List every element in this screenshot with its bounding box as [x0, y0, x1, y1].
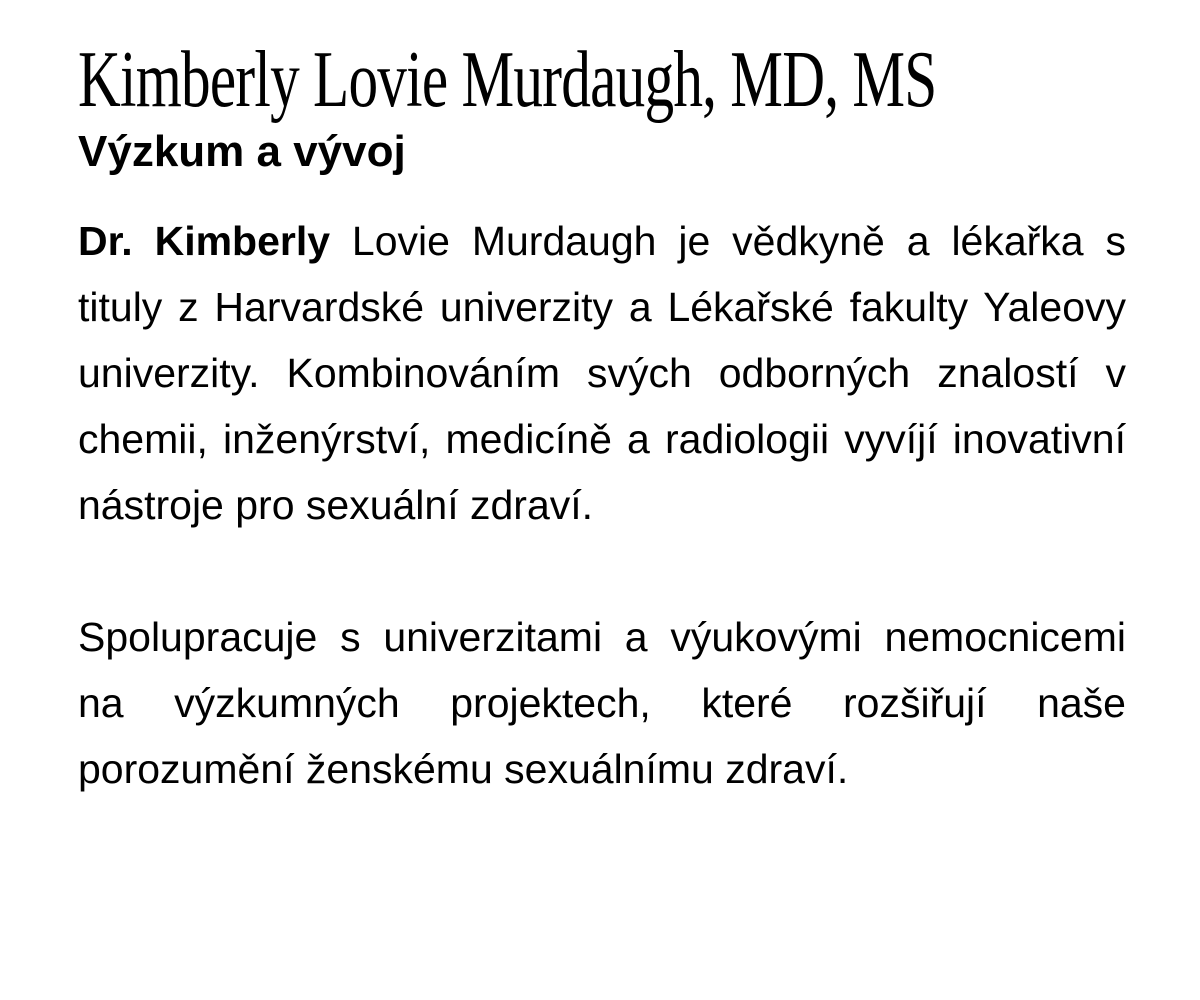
bio-paragraph-2: Spolupracuje s univerzitami a výukovými nemocnicemi na výzkumných projektech, které rozšiřují naše porozumění ženskému sexuálnímu zdraví.: [78, 614, 1126, 792]
bio-paragraph-1: [78, 208, 1126, 538]
bio-title-name: Dr. Kimberly: [78, 218, 331, 264]
person-role: Výzkum a vývoj: [78, 127, 406, 176]
person-name: Kimberly Lovie Murdaugh, MD, MS: [78, 36, 937, 124]
bio-section: [78, 208, 1126, 802]
bio-paragraph-1-text: Lovie Murdaugh je vědkyně a lékařka s tituly z Harvardské univerzity a Lékařské fakulty Yaleovy univerzity. Kombinováním svých odborných znalostí v chemii, inženýrství, medicíně a radiologii vyvíjí inovativní nástroje pro sexuální zdraví.: [78, 218, 1126, 528]
